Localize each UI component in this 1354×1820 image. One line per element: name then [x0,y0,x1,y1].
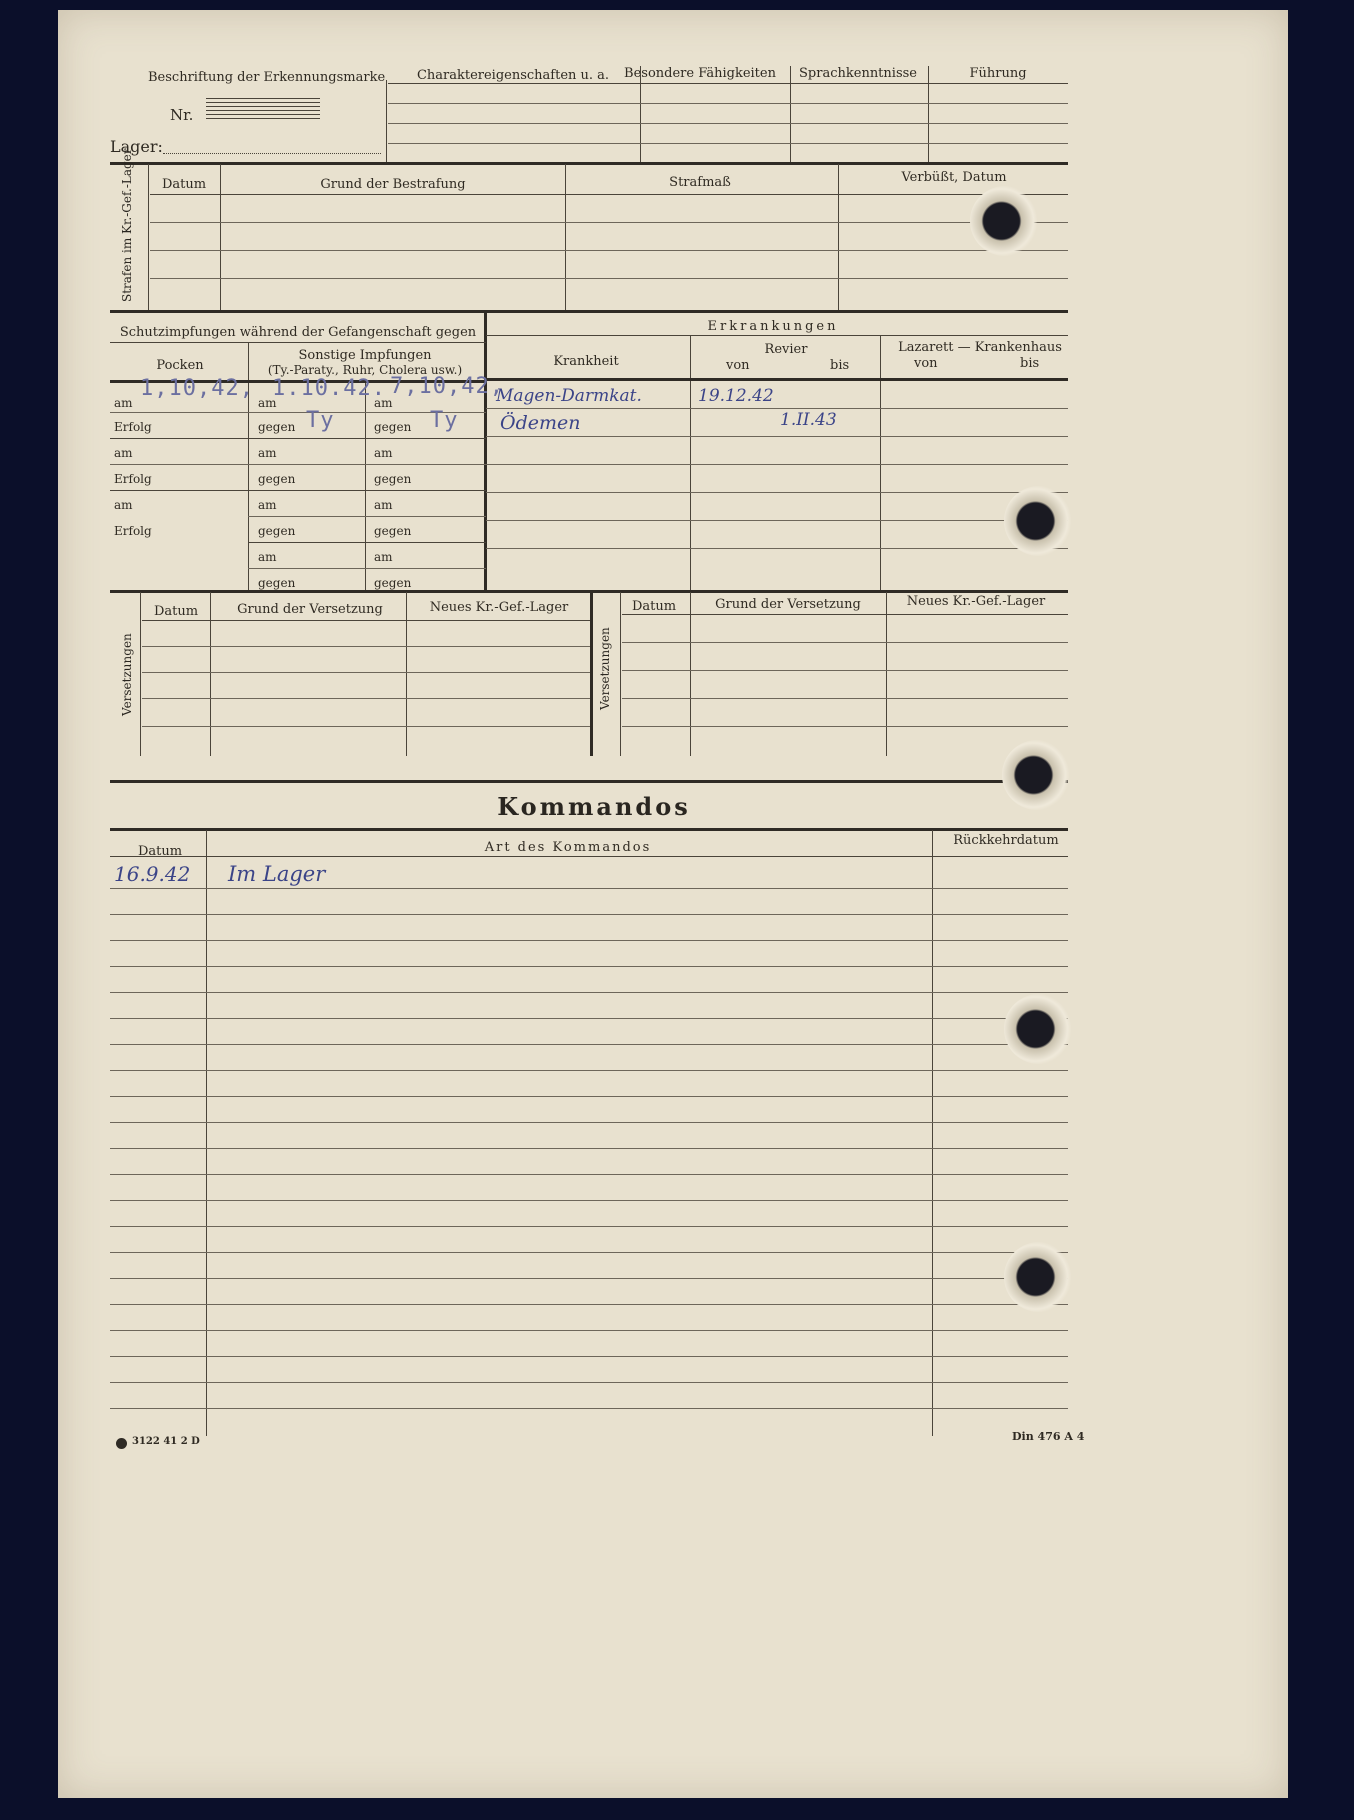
kommandos-row-line [110,1200,1068,1201]
strafen-datum-header: Datum [161,177,207,192]
pocken-erfolg-1: Erfolg [114,420,152,434]
section-rule [110,590,1068,593]
punch-hole [1004,486,1074,556]
sonst-b-am-3: am [374,498,393,512]
col-line [690,335,691,590]
pocken-erfolg-2: Erfolg [114,472,152,486]
krankheit-entry-2: Ödemen [500,412,581,434]
strafen-grund-header: Grund der Bestrafung [320,177,466,192]
charakter-label: Charaktereigenschaften u. a. [416,68,610,83]
col-line [148,164,149,312]
row-line [110,438,486,439]
col-line [565,164,566,312]
kommandos-row-line [110,888,1068,889]
vers-right-lager: Neues Kr.-Gef.-Lager [906,594,1046,609]
lager-label: Lager: [110,137,163,156]
row-line [622,670,1068,671]
row-line [622,642,1068,643]
col-line [838,164,839,312]
punch-hole [1004,1242,1074,1312]
row-line [150,194,1068,195]
sonst-a-am-1: am [258,396,277,410]
row-line [110,490,486,491]
row-line [388,123,1068,124]
sonst-b-stamp-date: 7,10,42, [390,374,504,399]
fuehrung-label: Führung [969,66,1027,81]
kommandos-row-line [110,1096,1068,1097]
kommandos-row-line [110,1382,1068,1383]
row-line [150,222,1068,223]
row-line [150,278,1068,279]
col-line [932,830,933,1436]
kommandos-row-line [110,1174,1068,1175]
sonst-a-stamp-type: Ty [306,408,335,433]
section-rule [110,310,1068,313]
revier-bis-entry: 1.II.43 [780,410,837,430]
strafen-side-label: Strafen im Kr.-Gef.-Lager [120,148,134,302]
col-line [928,66,929,164]
erkrankungen-header: Erkrankungen [707,319,839,334]
row-line [486,378,1068,381]
section-divider [590,592,593,756]
header-rule [388,83,1068,84]
punch-hole [1004,994,1074,1064]
kommandos-title: Kommandos [497,792,691,821]
row-line [248,516,486,517]
kommandos-row-line [110,1278,1068,1279]
row-line [142,698,590,699]
vers-left-grund: Grund der Versetzung [237,602,383,617]
row-line [622,698,1068,699]
row-line [150,250,1068,251]
strafen-verbuesst-header: Verbüßt, Datum [901,170,1007,185]
kommandos-entry-art: Im Lager [228,862,326,886]
faehigkeiten-label: Besondere Fähigkeiten [624,66,776,81]
col-line [210,592,211,756]
revier-von: von [726,358,750,373]
sonst-b-gegen-1: gegen [374,420,412,434]
footer-mark-icon [116,1438,127,1449]
header-divider [386,80,387,164]
pocken-am-1: am [114,396,133,410]
sonst-a-gegen-3: gegen [258,524,296,538]
sonst-b-am-4: am [374,550,393,564]
section-rule [110,828,1068,831]
versetzungen-left-side-label: Versetzungen [120,633,134,716]
sonst-b-am-1: am [374,396,393,410]
row-line [142,726,590,727]
sprach-label: Sprachkenntnisse [799,66,917,81]
sonst-a-gegen-2: gegen [258,472,296,486]
sonstige-subheader: (Ty.-Paraty., Ruhr, Cholera usw.) [267,363,463,377]
sonst-b-gegen-3: gegen [374,524,412,538]
vers-left-datum: Datum [153,604,199,619]
kommandos-row-line [110,1226,1068,1227]
col-line [406,592,407,756]
row-line [486,548,1068,549]
section-rule [110,780,1068,783]
kommandos-row-line [110,1252,1068,1253]
pocken-am-3: am [114,498,133,512]
punch-hole [970,186,1040,256]
row-line [622,614,1068,615]
kommandos-art-header: Art des Kommandos [484,840,652,855]
kommandos-row-line [110,1044,1068,1045]
nr-label: Nr. [170,106,194,124]
kommandos-row-line [110,1330,1068,1331]
revier-header: Revier [764,342,808,357]
row-line [486,520,1068,521]
col-line [790,66,791,164]
impfungen-header: Schutzimpfungen während der Gefangenschaft gegen [119,325,477,340]
kommandos-row-line [110,940,1068,941]
pocken-header: Pocken [156,358,204,373]
row-line [388,103,1068,104]
col-line [640,66,641,164]
col-line [880,335,881,590]
row-line [622,726,1068,727]
row-line [486,408,1068,409]
krankheit-header: Krankheit [553,354,619,369]
kommandos-row-line [110,914,1068,915]
strafen-strafmass-header: Strafmaß [669,175,731,190]
krankheit-entry-1: Magen-Darmkat. [496,386,642,406]
lazarett-von: von [914,356,938,371]
kommandos-row-line [110,992,1068,993]
lazarett-bis: bis [1020,356,1040,371]
section-rule [110,162,1068,165]
sonstige-header: Sonstige Impfungen [298,348,432,363]
sonst-b-gegen-2: gegen [374,472,412,486]
col-line [206,830,207,1436]
kommandos-row-line [110,1304,1068,1305]
row-line [248,542,486,543]
kommandos-row-line [110,1408,1068,1409]
kommandos-row-line [110,1122,1068,1123]
col-line [140,592,141,756]
kommandos-row-line [110,1148,1068,1149]
row-line [248,568,486,569]
nr-hatch [206,98,320,120]
row-line [110,464,486,465]
col-line [220,164,221,312]
versetzungen-right-side-label: Versetzungen [598,627,612,710]
kommandos-row-line [110,1018,1068,1019]
row-line [142,620,590,621]
revier-von-entry: 19.12.42 [698,386,774,406]
col-line [690,592,691,756]
footer-din: Din 476 A 4 [1012,1430,1085,1443]
sonst-a-gegen-4: gegen [258,576,296,590]
row-line [486,335,1068,336]
sonst-a-am-2: am [258,446,277,460]
sonst-b-stamp-type: Ty [430,408,459,433]
erkennungsmarke-label: Beschriftung der Erkennungsmarke [148,70,386,85]
sonst-b-am-2: am [374,446,393,460]
col-line [620,592,621,756]
kommandos-datum-header: Datum [137,844,183,859]
footer-print-code: 3122 41 2 D [132,1436,200,1447]
row-line [486,492,1068,493]
vers-left-lager: Neues Kr.-Gef.-Lager [429,600,569,615]
row-line [486,436,1068,437]
kommandos-entry-datum: 16.9.42 [114,862,191,886]
col-line [886,592,887,756]
row-line [110,342,486,343]
form-sheet [58,10,1288,1798]
lager-dotted-line [163,153,381,154]
row-line [142,672,590,673]
pocken-erfolg-3: Erfolg [114,524,152,538]
row-line [486,464,1068,465]
pocken-am-2: am [114,446,133,460]
pocken-stamp-date: 1,10,42, [140,376,254,401]
kommandos-row-line [110,966,1068,967]
sonst-a-am-3: am [258,498,277,512]
sonst-a-gegen-1: gegen [258,420,296,434]
kommandos-row-line [110,1356,1068,1357]
row-line [110,856,1068,857]
sonst-a-stamp-date: 1.10.42. [272,376,386,401]
kommandos-row-line [110,1070,1068,1071]
row-line [388,143,1068,144]
punch-hole [1002,740,1072,810]
vers-right-datum: Datum [631,599,677,614]
sonst-a-am-4: am [258,550,277,564]
sonst-b-gegen-4: gegen [374,576,412,590]
lazarett-header: Lazarett — Krankenhaus [898,340,1062,355]
row-line [142,646,590,647]
revier-bis: bis [830,358,850,373]
kommandos-rueckkehr-header: Rückkehrdatum [953,833,1059,848]
vers-right-grund: Grund der Versetzung [715,597,861,612]
